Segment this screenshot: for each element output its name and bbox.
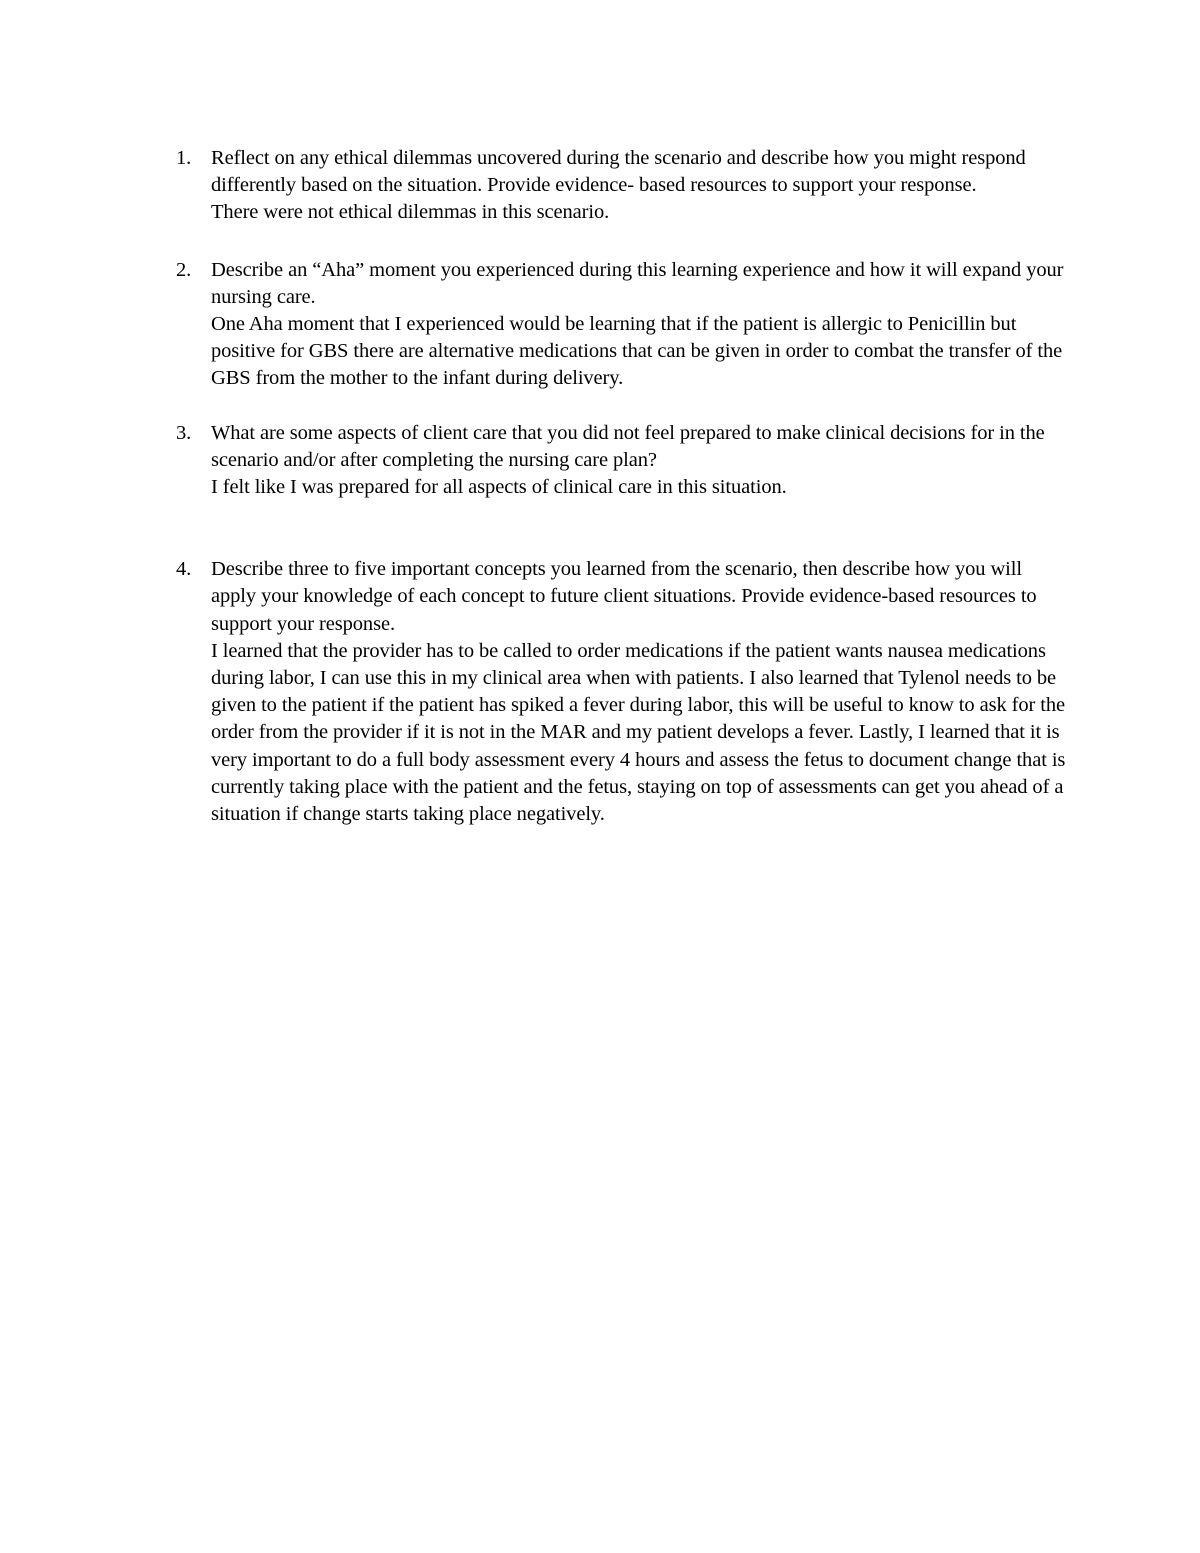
item-number: 2. — [176, 258, 192, 281]
answer-text: There were not ethical dilemmas in this scenario. — [211, 201, 610, 224]
item-number: 4. — [176, 558, 192, 581]
list-item — [170, 556, 1070, 828]
question-text: What are some aspects of client care that you did not feel prepared to make clinical decisions for in the scenario and/or after completing the nursing care plan? — [211, 421, 1045, 471]
answer-text: I learned that the provider has to be called to order medications if the patient wants nausea medications during labor, I can use this in my clinical area when with patients. I also learned that Tylenol needs to be given to the patient if the patient has spiked a fever during labor, this will be useful to know to ask for the order from the provider if it is not in the MAR and my patient develops a fever. Lastly, I learned that it is very important to do a full body assessment every 4 hours and assess the fetus to document change that is currently taking place with the patient and the fetus, staying on top of assessments can get you ahead of a situation if change starts taking place negatively. — [211, 639, 1066, 826]
item-number: 3. — [176, 421, 192, 444]
question-text: Describe three to five important concepts you learned from the scenario, then describe how you will apply your knowledge of each concept to future client situations. Provide evidence-based resources to support your response. — [211, 558, 1037, 635]
list-item — [170, 257, 1070, 393]
item-number: 1. — [176, 147, 192, 169]
question-text: Reflect on any ethical dilemmas uncovered during the scenario and describe how you might respond differently based on the situation. Provide evidence- based resources to support your response. — [211, 147, 1026, 197]
list-item — [170, 145, 1070, 227]
answer-text: I felt like I was prepared for all aspects of clinical care in this situation. — [211, 476, 787, 499]
answer-text: One Aha moment that I experienced would be learning that if the patient is allergic to Penicillin but positive for GBS there are alternative medications that can be given in order to combat the transfer of the GBS from the mother to the infant during delivery. — [211, 313, 1063, 390]
question-text: Describe an “Aha” moment you experienced during this learning experience and how it will expand your nursing care. — [211, 258, 1064, 308]
question-list — [170, 145, 1070, 828]
list-item — [170, 420, 1070, 502]
